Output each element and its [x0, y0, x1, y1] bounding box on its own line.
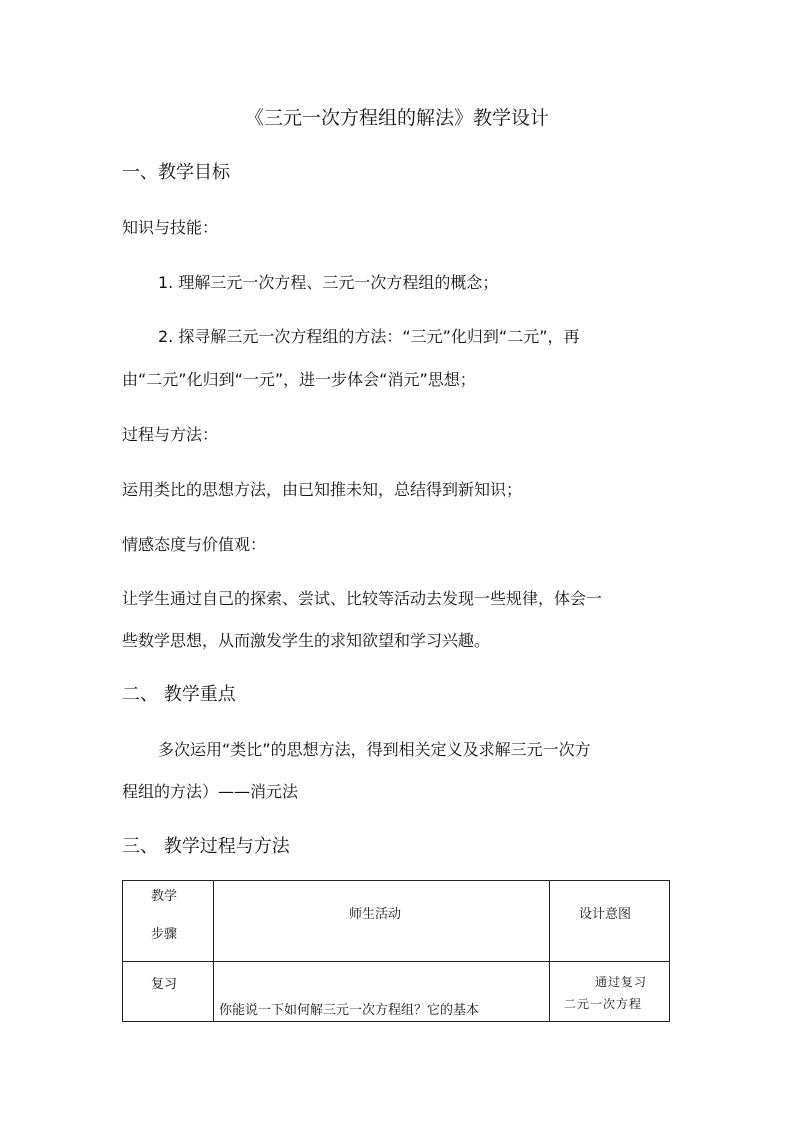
header-step-line-2: 步骤	[151, 927, 178, 942]
teaching-process-table	[122, 880, 670, 1022]
section-heading-objectives: 一、教学目标	[122, 162, 230, 183]
header-activity: 师生活动	[349, 907, 402, 922]
table-column-divider	[213, 881, 214, 1021]
section-heading-process: 三、 教学过程与方法	[122, 836, 290, 857]
emotion-label: 情感态度与价值观：	[122, 535, 267, 554]
process-text: 运用类比的思想方法，由已知推未知，总结得到新知识；	[122, 480, 523, 499]
key-points-line-1: 多次运用“类比”的思想方法，得到相关定义及求解三元一次方	[158, 740, 591, 759]
row-step-review: 复习	[151, 977, 178, 992]
row-intent-line-2: 二元一次方程	[564, 997, 643, 1011]
emotion-text-line-2: 些数学思想，从而激发学生的求知欲望和学习兴趣。	[122, 631, 491, 650]
section-heading-key-points: 二、 教学重点	[122, 684, 236, 705]
key-points-line-2: 程组的方法）——消元法	[122, 782, 299, 801]
objective-item-2-line-1: 2. 探寻解三元一次方程组的方法：“三元”化归到“二元”，再	[158, 327, 580, 346]
knowledge-label: 知识与技能：	[122, 218, 219, 237]
header-intent: 设计意图	[579, 907, 632, 922]
table-row-divider	[123, 961, 669, 962]
header-step-line-1: 教学	[151, 889, 178, 904]
table-column-divider	[549, 881, 550, 1021]
emotion-text-line-1: 让学生通过自己的探索、尝试、比较等活动去发现一些规律，体会一	[122, 589, 603, 608]
row-intent-line-1: 通过复习	[595, 975, 648, 989]
objective-item-2-line-2: 由“二元”化归到“一元”，进一步体会“消元”思想；	[122, 370, 476, 389]
document-title: 《三元一次方程组的解法》教学设计	[244, 107, 549, 129]
process-label: 过程与方法：	[122, 425, 219, 444]
row-activity-review: 你能说一下如何解三元一次方程组？它的基本	[219, 1003, 480, 1018]
objective-item-1: 1. 理解三元一次方程、三元一次方程组的概念；	[158, 273, 499, 292]
